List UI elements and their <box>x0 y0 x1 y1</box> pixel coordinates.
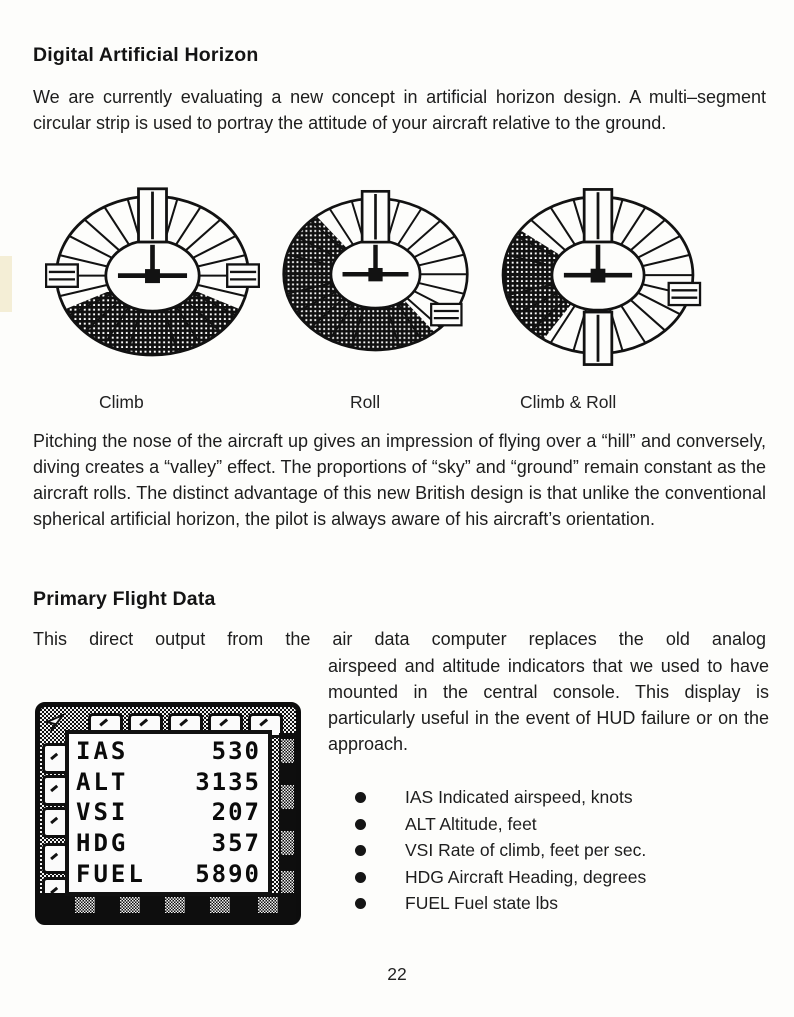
scan-artifact <box>0 256 12 312</box>
panel-right-block <box>281 871 294 895</box>
flight-data-right-column <box>328 653 769 917</box>
paragraph-artificial-horizon-body: Pitching the nose of the aircraft up gives an impression of flying over a “hill” and conversely, diving creates a “valley” effect. The proportions of “sky” and “ground” remain constant as the aircraft rolls. The distinct advantage of this new British design is that unlike the conventional spherical artificial horizon, the pilot is always aware of his aircraft’s orientation. <box>33 431 766 529</box>
row-label: IAS <box>76 736 129 765</box>
row-label: HDG <box>76 829 129 858</box>
horizon-figure-climb <box>45 186 260 369</box>
row-label: VSI <box>76 798 129 827</box>
heading-digital-artificial-horizon: Digital Artificial Horizon <box>33 44 259 66</box>
panel-right-block <box>281 831 294 855</box>
panel-right-block <box>281 785 294 809</box>
bullet-icon <box>355 792 366 803</box>
screen-row-hdg <box>69 829 268 858</box>
heading-primary-flight-data: Primary Flight Data <box>33 588 216 610</box>
bullet-text: VSI Rate of climb, feet per sec. <box>405 840 647 860</box>
panel-bottom-tab <box>258 897 278 913</box>
bullet-icon <box>355 819 366 830</box>
figure-label-roll: Roll <box>350 392 381 412</box>
horizon-figure-climb-and-roll <box>492 186 704 368</box>
bullet-icon <box>355 898 366 909</box>
list-item <box>328 811 769 838</box>
row-label: ALT <box>76 767 129 796</box>
panel-bottom-tab <box>120 897 140 913</box>
panel-bottom-tab <box>75 897 95 913</box>
panel-bottom-tab <box>210 897 230 913</box>
bullet-icon <box>355 872 366 883</box>
panel-right-strip <box>279 733 296 896</box>
screen-row-vsi <box>69 798 268 827</box>
row-value: 3135 <box>195 767 261 796</box>
list-item <box>328 890 769 917</box>
row-value: 5890 <box>195 860 261 889</box>
row-value: 357 <box>211 829 261 858</box>
horizon-figure-roll <box>273 186 478 366</box>
pointer-arrow-icon <box>45 712 65 732</box>
screen-row-ias <box>69 737 268 766</box>
flight-data-screen <box>65 730 272 896</box>
paragraph-artificial-horizon-intro: We are currently evaluating a new concept in artificial horizon design. A multi–segment circular strip is used to portray the attitude of your aircraft relative to the ground. <box>33 87 766 133</box>
list-item <box>328 864 769 891</box>
bullet-text: HDG Aircraft Heading, degrees <box>405 866 647 887</box>
page-number: 22 <box>387 964 407 984</box>
bullet-icon <box>355 845 366 856</box>
screen-row-fuel <box>69 860 268 889</box>
bullet-text: FUEL Fuel state lbs <box>405 893 559 913</box>
row-value: 530 <box>211 736 261 765</box>
list-item <box>328 837 769 864</box>
figure-label-climb: Climb <box>99 392 144 412</box>
figure-label-climb-and-roll: Climb & Roll <box>520 392 617 412</box>
paragraph-flight-data-wrap: airspeed and altitude indicators that we used to have mounted in the central console. This display is particularly useful in the event of HUD failure or on the approach. <box>328 656 769 754</box>
row-value: 207 <box>211 798 261 827</box>
panel-bottom-strip <box>40 893 296 920</box>
panel-right-block <box>281 739 294 763</box>
flight-data-display-figure <box>35 702 301 925</box>
panel-bottom-tab <box>165 897 185 913</box>
row-label: FUEL <box>76 860 146 889</box>
screen-row-alt <box>69 768 268 797</box>
bullet-text: IAS Indicated airspeed, knots <box>405 787 633 807</box>
bullet-text: ALT Altitude, feet <box>405 813 537 834</box>
paragraph-flight-data-intro-line: This direct output from the air data computer replaces the old analog <box>33 629 766 649</box>
flight-data-bullet-list <box>328 784 769 917</box>
list-item <box>328 784 769 811</box>
